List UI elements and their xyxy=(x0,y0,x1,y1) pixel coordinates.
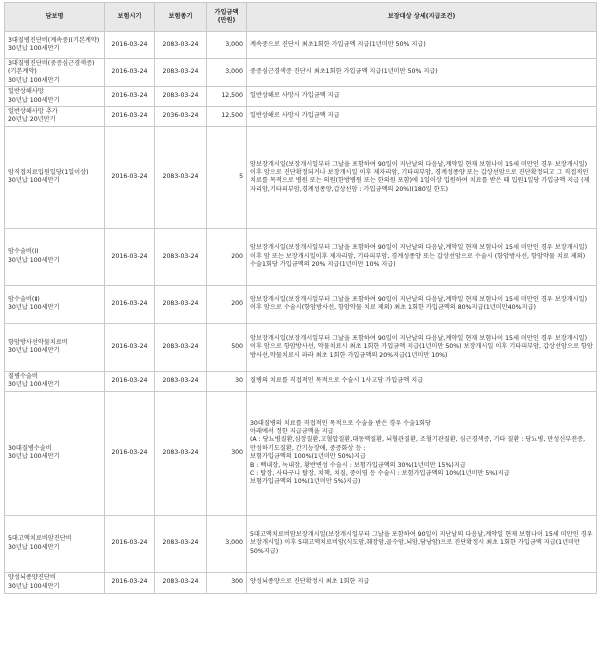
end-date-cell: 2083-03-24 xyxy=(155,515,207,572)
table-row xyxy=(5,228,597,285)
table-row xyxy=(5,391,597,515)
amount-cell: 300 xyxy=(207,391,247,515)
start-date-cell: 2016-03-24 xyxy=(105,228,155,285)
start-date-cell: 2016-03-24 xyxy=(105,87,155,107)
table-row xyxy=(5,87,597,107)
detail-cell: 질병의 치료를 직접적인 목적으로 수술시 1사고당 가입금액 지급 xyxy=(247,371,597,391)
detail-cell: 30대질병의 치료를 직접적인 목적으로 수술을 받은 경우 수술1회당 아래에서 정한 지급금액을 지급 (A : 당뇨병질환,심장질환,고혈압질환,대동맥질환, 뇌혈관질환, 조혈기관질환, 심근경색증, 기타 질환 : 당뇨병, 만성신부전증, 만성하기도질환, 간기능장애, 중증화상 등 : 보험가입금액의 100%(1년미만 50%)지급 B : 백내장, 녹내장, 황반변성 수술시 : 보험가입금액의 30%(1년미만 15%)지급 C : 탈장, 사타구니 탈장, 치핵, 치질, 중이염 등 수술시 : 보험가입금액의 10%(1년미만 5%)지급 보험가입금액의 10%(1년미만 5%)지급) xyxy=(247,391,597,515)
detail-cell: 암보장개시일(보장개시일부터 그날을 포함하여 90일이 지난날의 다음날,계약일 현재 보험나이 15세 미만인 경우 보장개시일)이후 암으로 수술시(항암방사선, 항암약물 치료 제외) 최초 1회한 가입금액의 80%지급(1년미만40%지급) xyxy=(247,285,597,323)
coverage-name-cell: 암직접치료입원일당(1일이상) 30년납 100세만기 xyxy=(5,126,105,228)
detail-cell: 일반상해로 사망시 가입금액 지급 xyxy=(247,107,597,127)
coverage-name-cell: 30대질병수술비 30년납 100세만기 xyxy=(5,391,105,515)
detail-cell: 암보장개시일(보장개시일부터 그날을 포함하여 90일이 지난날의 다음날,계약일 현재 보험나이 15세 미만인 경우 보장개시일)이후 암 또는 보장개시일이후 제자리암, 기타피부암, 경계성종양 또는 갑상선암으로 수술시 (항암방사선, 항암약물 치료 제외) 수술1회당 가입금액의 20% 지급(1년미만 10% 지급) xyxy=(247,228,597,285)
table-row xyxy=(5,107,597,127)
table-row xyxy=(5,371,597,391)
table-row xyxy=(5,59,597,87)
coverage-name-cell: 일반상해사망 30년납 100세만기 xyxy=(5,87,105,107)
start-date-cell: 2016-03-24 xyxy=(105,391,155,515)
end-date-cell: 2083-03-24 xyxy=(155,285,207,323)
header-coverage-name: 담보명 xyxy=(5,3,105,32)
amount-cell: 3,000 xyxy=(207,515,247,572)
end-date-cell: 2036-03-24 xyxy=(155,107,207,127)
end-date-cell: 2083-03-24 xyxy=(155,391,207,515)
coverage-name-cell: 5대고액치료비암진단비 30년납 100세만기 xyxy=(5,515,105,572)
amount-cell: 3,000 xyxy=(207,32,247,59)
start-date-cell: 2016-03-24 xyxy=(105,371,155,391)
amount-cell: 5 xyxy=(207,126,247,228)
amount-cell: 3,000 xyxy=(207,59,247,87)
coverage-name-cell: 양성뇌종양진단비 30년납 100세만기 xyxy=(5,572,105,593)
header-end-date: 보험종기 xyxy=(155,3,207,32)
detail-cell: 암보장개시일(보장개시일부터 그날을 포함하여 90일이 지난날의 다음날,계약일 현재 보험나이 15세 미만인 경우 보장개시일)이후 암으로 항암방사선, 약물치료시 최초 1회한 가입금액 지급(1년미만 50%) 보장개시일 이후 기타피부암, 갑상선암으로 항암방사선,약물치료시 파라 최초 1회한 가입금액의 20%지급(1년미만 10%) xyxy=(247,323,597,371)
header-amount: 가입금액 (만원) xyxy=(207,3,247,32)
start-date-cell: 2016-03-24 xyxy=(105,515,155,572)
amount-cell: 12,500 xyxy=(207,87,247,107)
amount-cell: 200 xyxy=(207,285,247,323)
end-date-cell: 2083-03-24 xyxy=(155,228,207,285)
end-date-cell: 2083-03-24 xyxy=(155,32,207,59)
amount-cell: 500 xyxy=(207,323,247,371)
amount-cell: 12,500 xyxy=(207,107,247,127)
coverage-name-cell: 일반상해사망 추가 20년납 20년만기 xyxy=(5,107,105,127)
detail-cell: 양성뇌종양으로 진단확정시 최초 1회한 지급 xyxy=(247,572,597,593)
start-date-cell: 2016-03-24 xyxy=(105,572,155,593)
detail-cell: 중증심근경색증 진단시 최초1회한 가입금액 지급(1년미만 50% 지급) xyxy=(247,59,597,87)
end-date-cell: 2083-03-24 xyxy=(155,323,207,371)
end-date-cell: 2083-03-24 xyxy=(155,371,207,391)
end-date-cell: 2083-03-24 xyxy=(155,59,207,87)
coverage-name-cell: 암수술비(Ⅰ) 30년납 100세만기 xyxy=(5,228,105,285)
start-date-cell: 2016-03-24 xyxy=(105,107,155,127)
table-header-row xyxy=(5,3,597,32)
amount-cell: 30 xyxy=(207,371,247,391)
amount-cell: 300 xyxy=(207,572,247,593)
start-date-cell: 2016-03-24 xyxy=(105,323,155,371)
header-start-date: 보험시기 xyxy=(105,3,155,32)
coverage-name-cell: 3대질병진단비(계속중)(기본계약) 30년납 100세만기 xyxy=(5,32,105,59)
header-detail: 보장대상 상세(지급조건) xyxy=(247,3,597,32)
detail-cell: 계속중으로 진단시 최초1회한 가입금액 지급(1년미만 50% 지급) xyxy=(247,32,597,59)
start-date-cell: 2016-03-24 xyxy=(105,32,155,59)
coverage-name-cell: 3대질병진단비(중증심근경색증)(기본계약) 30년납 100세만기 xyxy=(5,59,105,87)
table-row xyxy=(5,126,597,228)
amount-cell: 200 xyxy=(207,228,247,285)
table-row xyxy=(5,323,597,371)
coverage-table xyxy=(4,2,597,594)
detail-cell: 암보장개시일(보장개시일부터 그날을 포함하여 90일이 지난날의 다음날,계약일 현재 보험나이 15세 미만인 경우 보장개시일)이후 암으로 진단확정되거나 보장개시일 이후 제자리암, 기타피부암, 경계성종양 또는 갑상선암으로 진단확정되고 그 직접적인 치료를 목적으로 병원 또는 의원(한방병원 또는 한의원 포함)에 1일이상 입원하여 치료를 받은 때 입원1일당 가입금액 지급 (제자리암,기타피부암,경계성종양,갑상선암 : 가입금액의 20%)(180일 한도) xyxy=(247,126,597,228)
coverage-name-cell: 암수술비(Ⅱ) 30년납 100세만기 xyxy=(5,285,105,323)
detail-cell: 일반상해로 사망시 가입금액 지급 xyxy=(247,87,597,107)
coverage-name-cell: 질병수술비 30년납 100세만기 xyxy=(5,371,105,391)
table-row xyxy=(5,32,597,59)
detail-cell: 5대고액치료비암보장개시일(보장개시일부터 그날을 포함하여 90일이 지난날의 다음날,계약일 현재 보험나이 15세 미만인 경우 보장개시일) 이후 5대고액치료비암(식도암,췌장암,골수암,뇌암,담낭암)으로 진단확정시 최초 1회한 가입금액 지급(1년미만 50%지급) xyxy=(247,515,597,572)
table-row xyxy=(5,285,597,323)
end-date-cell: 2083-03-24 xyxy=(155,87,207,107)
end-date-cell: 2083-03-24 xyxy=(155,572,207,593)
coverage-name-cell: 항암방사선약물치료비 30년납 100세만기 xyxy=(5,323,105,371)
table-row xyxy=(5,515,597,572)
start-date-cell: 2016-03-24 xyxy=(105,126,155,228)
table-row xyxy=(5,572,597,593)
start-date-cell: 2016-03-24 xyxy=(105,285,155,323)
start-date-cell: 2016-03-24 xyxy=(105,59,155,87)
end-date-cell: 2083-03-24 xyxy=(155,126,207,228)
